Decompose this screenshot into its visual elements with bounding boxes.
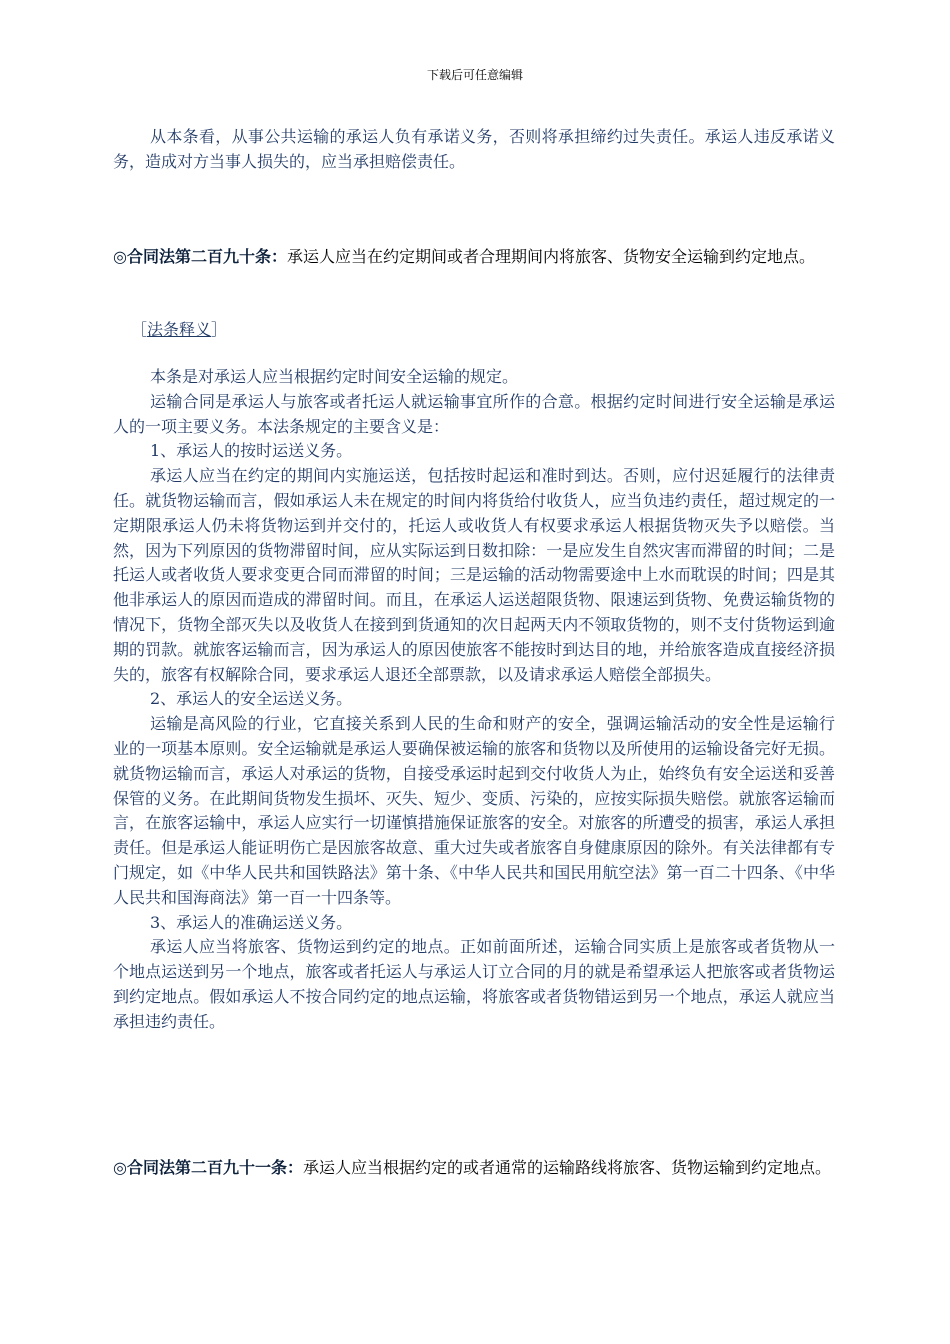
article-291-paragraph [113, 1155, 835, 1180]
section-heading: 1、承运人的按时运送义务。 [150, 441, 353, 461]
interpretation-link-label[interactable]: 法条释义 [147, 320, 212, 339]
bracket-open: ［ [131, 320, 148, 339]
section-heading: 2、承运人的安全运送义务。 [150, 689, 353, 709]
section-heading: 3、承运人的准确运送义务。 [150, 912, 353, 932]
intro-section [113, 125, 835, 175]
article-291 [113, 1155, 835, 1180]
paragraph: 承运人应当在约定的期间内实施运送，包括按时起运和准时到达。否则，应付迟延履行的法律责任。就货物运输而言，假如承运人未在规定的时间内将货给付收货人，应当负违约责任，超过规定的一定期限承运人仍未将货物运到并交付的，托运人或收货人有权要求承运人根据货物灭失予以赔偿。当然，因为下列原因的货物滞留时间，应从实际运到日数扣除：一是应发生自然灾害而滞留的时间；二是托运人或者收货人要求变更合同而滞留的时间；三是运输的活动物需要途中上水而耽误的时间；四是其他非承运人的原因而造成的滞留时间。而且，在承运人运送超限货物、限速运到货物、免费运输货物的情况下，货物全部灭失以及收货人在接到到货通知的次日起两天内不领取货物的，则不支付货物运到逾期的罚款。就旅客运输而言，因为承运人的原因使旅客不能按时到达目的地，并给旅客造成直接经济损失的，旅客有权解除合同，要求承运人退还全部票款，以及请求承运人赔偿全部损失。 [113, 466, 835, 684]
article-290-paragraph [113, 244, 835, 269]
paragraph: 运输是高风险的行业，它直接关系到人民的生命和财产的安全，强调运输活动的安全性是运输行业的一项基本原则。安全运输就是承运人要确保被运输的旅客和货物以及所使用的运输设备完好无损。就货物运输而言，承运人对承运的货物，自接受承运时起到交付收货人为止，始终负有安全运送和妥善保管的义务。在此期间货物发生损坏、灭失、短少、变质、污染的，应按实际损失赔偿。就旅客运输而言，在旅客运输中，承运人应实行一切谨慎措施保证旅客的安全。对旅客的所遭受的损害，承运人承担责任。但是承运人能证明伤亡是因旅客故意、重大过失或者旅客自身健康原因的除外。有关法律都有专门规定，如《中华人民共和国铁路法》第十条、《中华人民共和国民用航空法》第一百二十四条、《中华人民共和国海商法》第一百一十四条等。 [113, 714, 835, 907]
bracket-close: ］ [211, 320, 228, 339]
page-header: 下载后可任意编辑 [426, 68, 523, 82]
article-290 [113, 244, 835, 269]
article-291-text: 承运人应当根据约定的或者通常的运输路线将旅客、货物运输到约定地点。 [302, 1158, 831, 1177]
article-290-text: 承运人应当在约定期间或者合理期间内将旅客、货物安全运输到约定地点。 [286, 247, 815, 266]
paragraph: 运输合同是承运人与旅客或者托运人就运输事宜所作的合意。根据约定时间进行安全运输是承运人的一项主要义务。本法条规定的主要含义是： [113, 391, 835, 436]
article-290-heading: ◎合同法第二百九十条： [113, 247, 287, 266]
article-291-heading: ◎合同法第二百九十一条： [113, 1158, 303, 1177]
interpretation-link-line [131, 317, 853, 340]
paragraph: 承运人应当将旅客、货物运到约定的地点。正如前面所述，运输合同实质上是旅客或者货物从一个地点运送到另一个地点，旅客或者托运人与承运人订立合同的月的就是希望承运人把旅客或者货物运到约定地点。假如承运人不按合同约定的地点运输，将旅客或者货物错运到另一个地点，承运人就应当承担违约责任。 [113, 937, 835, 1031]
interpretation-link[interactable] [131, 320, 227, 339]
interpretation-body [113, 365, 835, 1035]
paragraph: 本条是对承运人应当根据约定时间安全运输的规定。 [150, 367, 519, 386]
intro-paragraph: 从本条看，从事公共运输的承运人负有承诺义务，否则将承担缔约过失责任。承运人违反承诺义务，造成对方当事人损失的，应当承担赔偿责任。 [113, 127, 835, 171]
